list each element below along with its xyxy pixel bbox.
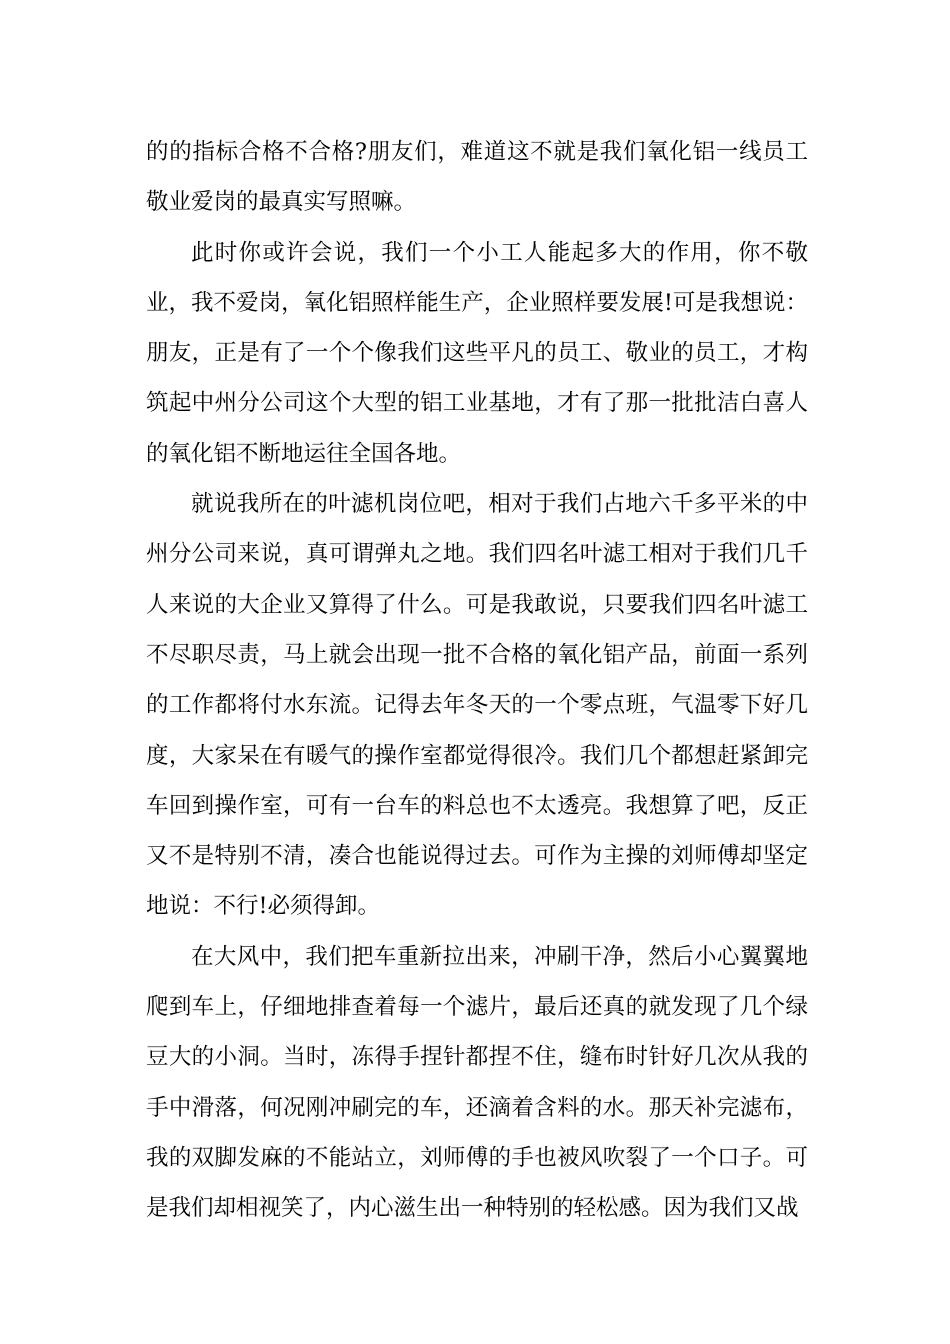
paragraph-1: 的的指标合格不合格?朋友们，难道这不就是我们氧化铝一线员工敬业爱岗的最真实写照嘛。 (146, 139, 808, 216)
paragraph-4: 在大风中，我们把车重新拉出来，冲刷干净，然后小心翼翼地爬到车上，仔细地排查着每一个滤片，最后还真的就发现了几个绿豆大的小洞。当时，冻得手捏针都捏不住，缝布时针好几次从我的手中滑落，何况刚冲刷完的车，还滴着含料的水。那天补完滤布，我的双脚发麻的不能站立，刘师傅的手也被风吹裂了一个口子。可是我们却相视笑了，内心滋生出一种特别的轻松感。因为我们又战 (146, 943, 808, 1222)
paragraph-2: 此时你或许会说，我们一个小工人能起多大的作用，你不敬业，我不爱岗，氧化铝照样能生产，企业照样要发展!可是我想说：朋友，正是有了一个个像我们这些平凡的员工、敬业的员工，才构筑起中州分公司这个大型的铝工业基地，才有了那一批批洁白喜人的氧化铝不断地运往全国各地。 (146, 239, 808, 467)
paragraph-3: 就说我所在的叶滤机岗位吧，相对于我们占地六千多平米的中州分公司来说，真可谓弹丸之地。我们四名叶滤工相对于我们几千人来说的大企业又算得了什么。可是我敢说，只要我们四名叶滤工不尽职尽责，马上就会出现一批不合格的氧化铝产品，前面一系列的工作都将付水东流。记得去年冬天的一个零点班，气温零下好几度，大家呆在有暖气的操作室都觉得很冷。我们几个都想赶紧卸完车回到操作室，可有一台车的料总也不太透亮。我想算了吧，反正又不是特别不清，凑合也能说得过去。可作为主操的刘师傅却坚定地说：不行!必须得卸。 (146, 491, 808, 920)
document-body (146, 127, 808, 1234)
